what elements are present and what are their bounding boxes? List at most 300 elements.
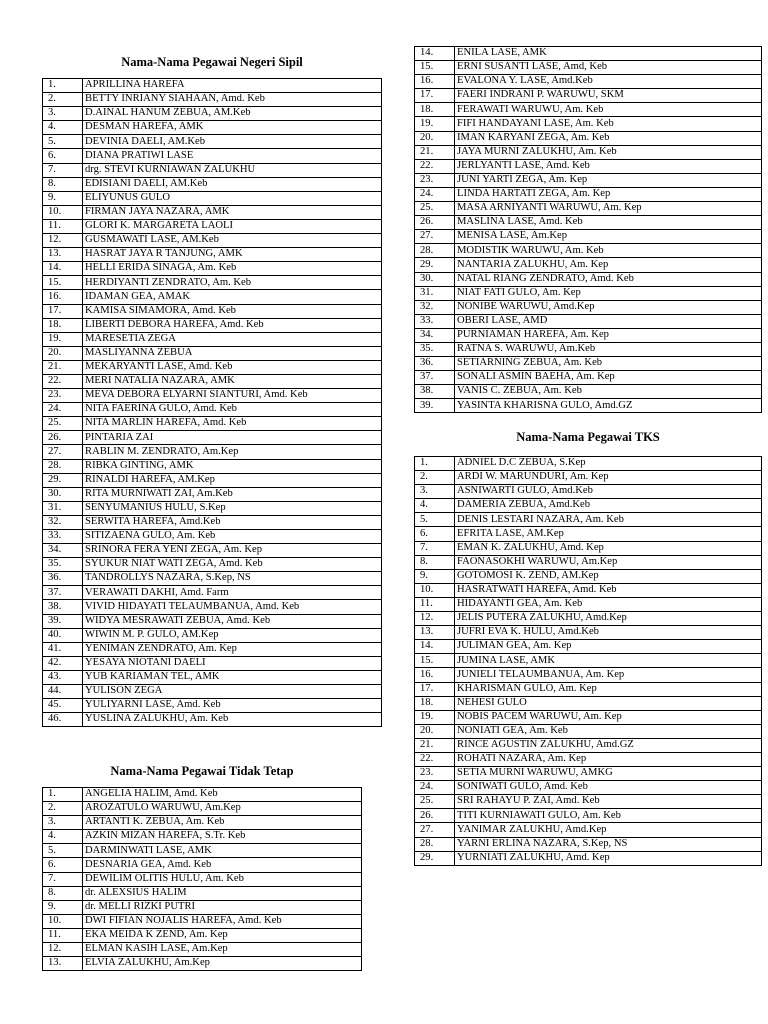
row-number: 13. bbox=[43, 248, 83, 262]
employee-name: MENISA LASE, Am.Kep bbox=[455, 230, 762, 244]
table-row bbox=[415, 696, 762, 710]
table-row bbox=[43, 685, 382, 699]
row-number: 28. bbox=[43, 459, 83, 473]
row-number: 11. bbox=[43, 219, 83, 233]
pns-table bbox=[42, 78, 382, 727]
employee-name: RINALDI HAREFA, AM.Kep bbox=[83, 473, 382, 487]
employee-name: JULIMAN GEA, Am. Kep bbox=[455, 640, 762, 654]
row-number: 9. bbox=[43, 191, 83, 205]
employee-name: AZKIN MIZAN HAREFA, S.Tr. Keb bbox=[83, 830, 362, 844]
table-row bbox=[415, 809, 762, 823]
row-number: 6. bbox=[415, 527, 455, 541]
table-row bbox=[415, 668, 762, 682]
employee-name: YULISON ZEGA bbox=[83, 685, 382, 699]
row-number: 1. bbox=[415, 457, 455, 471]
row-number: 21. bbox=[415, 738, 455, 752]
employee-name: JERLYANTI LASE, Amd. Keb bbox=[455, 159, 762, 173]
row-number: 36. bbox=[43, 572, 83, 586]
row-number: 3. bbox=[43, 107, 83, 121]
employee-name: RINCE AGUSTIN ZALUKHU, Amd.GZ bbox=[455, 738, 762, 752]
employee-name: LIBERTI DEBORA HAREFA, Amd. Keb bbox=[83, 318, 382, 332]
table-row bbox=[415, 457, 762, 471]
employee-name: FAERI INDRANI P. WARUWU, SKM bbox=[455, 89, 762, 103]
table-row bbox=[43, 445, 382, 459]
table-row bbox=[43, 628, 382, 642]
row-number: 30. bbox=[43, 487, 83, 501]
employee-name: SRINORA FERA YENI ZEGA, Am. Kep bbox=[83, 544, 382, 558]
row-number: 22. bbox=[415, 159, 455, 173]
table-row bbox=[43, 403, 382, 417]
row-number: 19. bbox=[415, 710, 455, 724]
table-row bbox=[415, 258, 762, 272]
row-number: 19. bbox=[415, 117, 455, 131]
row-number: 34. bbox=[43, 544, 83, 558]
row-number: 17. bbox=[415, 89, 455, 103]
row-number: 15. bbox=[415, 654, 455, 668]
row-number: 21. bbox=[415, 145, 455, 159]
row-number: 12. bbox=[43, 234, 83, 248]
employee-name: KHARISMAN GULO, Am. Kep bbox=[455, 682, 762, 696]
tks-table bbox=[414, 456, 762, 866]
row-number: 3. bbox=[415, 485, 455, 499]
table-row bbox=[43, 558, 382, 572]
employee-name: ARTANTI K. ZEBUA, Am. Keb bbox=[83, 816, 362, 830]
employee-name: EVALONA Y. LASE, Amd.Keb bbox=[455, 75, 762, 89]
table-row bbox=[415, 145, 762, 159]
employee-name: MEKARYANTI LASE, Amd. Keb bbox=[83, 360, 382, 374]
employee-name: YARNI ERLINA NAZARA, S.Kep, NS bbox=[455, 837, 762, 851]
table-row bbox=[415, 187, 762, 201]
employee-name: DWI FIFIAN NOJALIS HAREFA, Amd. Keb bbox=[83, 914, 362, 928]
row-number: 12. bbox=[415, 612, 455, 626]
row-number: 36. bbox=[415, 357, 455, 371]
employee-name: FERAWATI WARUWU, Am. Keb bbox=[455, 103, 762, 117]
row-number: 13. bbox=[43, 957, 83, 971]
row-number: 11. bbox=[415, 597, 455, 611]
employee-name: EKA MEIDA K ZEND, Am. Kep bbox=[83, 928, 362, 942]
employee-name: PINTARIA ZAI bbox=[83, 431, 382, 445]
row-number: 23. bbox=[43, 389, 83, 403]
table-row bbox=[43, 191, 382, 205]
employee-name: SETIARNING ZEBUA, Am. Keb bbox=[455, 357, 762, 371]
employee-name: dr. MELLI RIZKI PUTRI bbox=[83, 900, 362, 914]
employee-name: LINDA HARTATI ZEGA, Am. Kep bbox=[455, 187, 762, 201]
table-row bbox=[43, 149, 382, 163]
employee-name: drg. STEVI KURNIAWAN ZALUKHU bbox=[83, 163, 382, 177]
table-row bbox=[43, 219, 382, 233]
table-row bbox=[43, 670, 382, 684]
employee-name: BETTY INRIANY SIAHAAN, Amd. Keb bbox=[83, 93, 382, 107]
row-number: 37. bbox=[415, 371, 455, 385]
row-number: 5. bbox=[415, 513, 455, 527]
row-number: 6. bbox=[43, 858, 83, 872]
table-row bbox=[415, 230, 762, 244]
row-number: 28. bbox=[415, 837, 455, 851]
employee-name: YUB KARIAMAN TEL, AMK bbox=[83, 670, 382, 684]
table-row bbox=[43, 816, 362, 830]
row-number: 9. bbox=[415, 569, 455, 583]
employee-name: AROZATULO WARUWU, Am.Kep bbox=[83, 802, 362, 816]
employee-name: JUMINA LASE, AMK bbox=[455, 654, 762, 668]
row-number: 22. bbox=[43, 374, 83, 388]
table-row bbox=[415, 286, 762, 300]
table-row bbox=[415, 314, 762, 328]
employee-name: KAMISA SIMAMORA, Amd. Keb bbox=[83, 304, 382, 318]
table-row bbox=[415, 795, 762, 809]
employee-name: NITA MARLIN HAREFA, Amd. Keb bbox=[83, 417, 382, 431]
employee-name: RATNA S. WARUWU, Am.Keb bbox=[455, 342, 762, 356]
row-number: 24. bbox=[415, 781, 455, 795]
row-number: 27. bbox=[43, 445, 83, 459]
employee-name: MASLINA LASE, Amd. Keb bbox=[455, 216, 762, 230]
table-row bbox=[415, 781, 762, 795]
row-number: 23. bbox=[415, 173, 455, 187]
row-number: 27. bbox=[415, 823, 455, 837]
table-row bbox=[43, 872, 362, 886]
row-number: 4. bbox=[43, 121, 83, 135]
table-row bbox=[43, 93, 382, 107]
row-number: 9. bbox=[43, 900, 83, 914]
row-number: 31. bbox=[43, 501, 83, 515]
table-row bbox=[43, 431, 382, 445]
table-row bbox=[43, 459, 382, 473]
employee-name: MARESETIA ZEGA bbox=[83, 332, 382, 346]
employee-name: NATAL RIANG ZENDRATO, Amd. Keb bbox=[455, 272, 762, 286]
employee-name: SONIWATI GULO, Amd. Keb bbox=[455, 781, 762, 795]
employee-name: IDAMAN GEA, AMAK bbox=[83, 290, 382, 304]
employee-name: GOTOMOSI K. ZEND, AM.Kep bbox=[455, 569, 762, 583]
row-number: 40. bbox=[43, 628, 83, 642]
table-row bbox=[415, 612, 762, 626]
table-row bbox=[415, 75, 762, 89]
table-row bbox=[415, 131, 762, 145]
employee-name: ROHATI NAZARA, Am. Kep bbox=[455, 752, 762, 766]
table-row bbox=[415, 724, 762, 738]
table-row bbox=[43, 586, 382, 600]
row-number: 39. bbox=[43, 614, 83, 628]
employee-name: dr. ALEXSIUS HALIM bbox=[83, 886, 362, 900]
row-number: 17. bbox=[43, 304, 83, 318]
employee-name: SERWITA HAREFA, Amd.Keb bbox=[83, 515, 382, 529]
table-row bbox=[43, 713, 382, 727]
table-row bbox=[415, 61, 762, 75]
row-number: 2. bbox=[43, 802, 83, 816]
table-row bbox=[43, 304, 382, 318]
row-number: 7. bbox=[43, 872, 83, 886]
row-number: 10. bbox=[43, 914, 83, 928]
table-row bbox=[43, 656, 382, 670]
row-number: 25. bbox=[415, 795, 455, 809]
row-number: 12. bbox=[43, 943, 83, 957]
row-number: 15. bbox=[43, 276, 83, 290]
employee-name: ELVIA ZALUKHU, Am.Kep bbox=[83, 957, 362, 971]
row-number: 29. bbox=[415, 851, 455, 865]
row-number: 37. bbox=[43, 586, 83, 600]
employee-name: NIAT FATI GULO, Am. Kep bbox=[455, 286, 762, 300]
employee-name: YUSLINA ZALUKHU, Am. Keb bbox=[83, 713, 382, 727]
table-row bbox=[415, 654, 762, 668]
employee-name: HELLI ERIDA SINAGA, Am. Keb bbox=[83, 262, 382, 276]
row-number: 26. bbox=[415, 809, 455, 823]
table-row bbox=[415, 569, 762, 583]
table-row bbox=[415, 499, 762, 513]
row-number: 10. bbox=[43, 205, 83, 219]
row-number: 8. bbox=[43, 886, 83, 900]
table-row bbox=[43, 346, 382, 360]
table-row bbox=[43, 515, 382, 529]
employee-name: ARDI W. MARUNDURI, Am. Kep bbox=[455, 471, 762, 485]
row-number: 5. bbox=[43, 135, 83, 149]
employee-name: MODISTIK WARUWU, Am. Keb bbox=[455, 244, 762, 258]
employee-name: SONALI ASMIN BAEHA, Am. Kep bbox=[455, 371, 762, 385]
table-row bbox=[43, 914, 362, 928]
table-row bbox=[415, 244, 762, 258]
employee-name: HERDIYANTI ZENDRATO, Am. Keb bbox=[83, 276, 382, 290]
row-number: 8. bbox=[43, 177, 83, 191]
table-row bbox=[43, 830, 362, 844]
row-number: 22. bbox=[415, 752, 455, 766]
employee-name: JELIS PUTERA ZALUKHU, Amd.Kep bbox=[455, 612, 762, 626]
employee-name: RITA MURNIWATI ZAI, Am.Keb bbox=[83, 487, 382, 501]
row-number: 7. bbox=[43, 163, 83, 177]
row-number: 6. bbox=[43, 149, 83, 163]
row-number: 31. bbox=[415, 286, 455, 300]
table-row bbox=[43, 788, 362, 802]
table-row bbox=[43, 487, 382, 501]
table-row bbox=[415, 328, 762, 342]
employee-name: SETIA MURNI WARUWU, AMKG bbox=[455, 767, 762, 781]
tks-title: Nama-Nama Pegawai TKS bbox=[516, 430, 660, 444]
table-row bbox=[43, 248, 382, 262]
row-number: 13. bbox=[415, 626, 455, 640]
table-row bbox=[415, 710, 762, 724]
employee-name: FAONASOKHI WARUWU, Am.Kep bbox=[455, 555, 762, 569]
employee-name: NANTARIA ZALUKHU, Am. Kep bbox=[455, 258, 762, 272]
ptt-table bbox=[42, 787, 362, 971]
row-number: 35. bbox=[43, 558, 83, 572]
employee-name: YASINTA KHARISNA GULO, Amd.GZ bbox=[455, 399, 762, 413]
table-row bbox=[43, 501, 382, 515]
row-number: 4. bbox=[43, 830, 83, 844]
ptt-title: Nama-Nama Pegawai Tidak Tetap bbox=[110, 764, 294, 778]
row-number: 11. bbox=[43, 928, 83, 942]
table-row bbox=[43, 572, 382, 586]
table-row bbox=[43, 121, 382, 135]
row-number: 32. bbox=[415, 300, 455, 314]
ptt-continued-table bbox=[414, 46, 762, 413]
table-row bbox=[43, 135, 382, 149]
row-number: 14. bbox=[43, 262, 83, 276]
row-number: 17. bbox=[415, 682, 455, 696]
employee-name: GUSMAWATI LASE, AM.Keb bbox=[83, 234, 382, 248]
employee-name: DIANA PRATIWI LASE bbox=[83, 149, 382, 163]
row-number: 27. bbox=[415, 230, 455, 244]
employee-name: DARMINWATI LASE, AMK bbox=[83, 844, 362, 858]
table-row bbox=[415, 597, 762, 611]
row-number: 38. bbox=[43, 600, 83, 614]
row-number: 29. bbox=[415, 258, 455, 272]
employee-name: VERAWATI DAKHI, Amd. Farm bbox=[83, 586, 382, 600]
table-row bbox=[43, 844, 362, 858]
row-number: 38. bbox=[415, 385, 455, 399]
row-number: 33. bbox=[415, 314, 455, 328]
table-row bbox=[415, 541, 762, 555]
employee-name: OBERI LASE, AMD bbox=[455, 314, 762, 328]
table-row bbox=[415, 216, 762, 230]
employee-name: MASLIYANNA ZEBUA bbox=[83, 346, 382, 360]
row-number: 2. bbox=[43, 93, 83, 107]
row-number: 42. bbox=[43, 656, 83, 670]
table-row bbox=[415, 513, 762, 527]
employee-name: DEWILIM OLITIS HULU, Am. Keb bbox=[83, 872, 362, 886]
table-row bbox=[415, 89, 762, 103]
employee-name: SENYUMANIUS HULU, S.Kep bbox=[83, 501, 382, 515]
row-number: 25. bbox=[43, 417, 83, 431]
table-row bbox=[43, 614, 382, 628]
table-row bbox=[415, 300, 762, 314]
table-row bbox=[415, 371, 762, 385]
table-row bbox=[415, 47, 762, 61]
row-number: 39. bbox=[415, 399, 455, 413]
row-number: 18. bbox=[415, 103, 455, 117]
row-number: 23. bbox=[415, 767, 455, 781]
table-row bbox=[43, 928, 362, 942]
row-number: 26. bbox=[43, 431, 83, 445]
table-row bbox=[415, 583, 762, 597]
row-number: 30. bbox=[415, 272, 455, 286]
table-row bbox=[415, 272, 762, 286]
row-number: 20. bbox=[43, 346, 83, 360]
employee-name: YENIMAN ZENDRATO, Am. Kep bbox=[83, 642, 382, 656]
table-row bbox=[43, 163, 382, 177]
row-number: 26. bbox=[415, 216, 455, 230]
table-row bbox=[415, 752, 762, 766]
employee-name: IMAN KARYANI ZEGA, Am. Keb bbox=[455, 131, 762, 145]
employee-name: HASRAT JAYA R TANJUNG, AMK bbox=[83, 248, 382, 262]
table-row bbox=[43, 234, 382, 248]
table-row bbox=[415, 173, 762, 187]
table-row bbox=[43, 318, 382, 332]
employee-name: VIVID HIDAYATI TELAUMBANUA, Amd. Keb bbox=[83, 600, 382, 614]
table-row bbox=[43, 177, 382, 191]
employee-name: ENILA LASE, AMK bbox=[455, 47, 762, 61]
table-row bbox=[43, 262, 382, 276]
row-number: 14. bbox=[415, 47, 455, 61]
row-number: 44. bbox=[43, 685, 83, 699]
table-row bbox=[415, 837, 762, 851]
row-number: 24. bbox=[43, 403, 83, 417]
employee-name: ANGELIA HALIM, Amd. Keb bbox=[83, 788, 362, 802]
employee-name: VANIS C. ZEBUA, Am. Keb bbox=[455, 385, 762, 399]
table-row bbox=[43, 360, 382, 374]
row-number: 10. bbox=[415, 583, 455, 597]
table-row bbox=[43, 642, 382, 656]
table-row bbox=[415, 555, 762, 569]
table-row bbox=[43, 957, 362, 971]
row-number: 28. bbox=[415, 244, 455, 258]
row-number: 20. bbox=[415, 724, 455, 738]
employee-name: YULIYARNI LASE, Amd. Keb bbox=[83, 699, 382, 713]
table-row bbox=[415, 385, 762, 399]
employee-name: MEVA DEBORA ELYARNI SIANTURI, Amd. Keb bbox=[83, 389, 382, 403]
employee-name: ELIYUNUS GULO bbox=[83, 191, 382, 205]
row-number: 1. bbox=[43, 79, 83, 93]
table-row bbox=[415, 357, 762, 371]
employee-name: HIDAYANTI GEA, Am. Keb bbox=[455, 597, 762, 611]
row-number: 3. bbox=[43, 816, 83, 830]
employee-name: JAYA MURNI ZALUKHU, Am. Keb bbox=[455, 145, 762, 159]
employee-name: JUNIELI TELAUMBANUA, Am. Kep bbox=[455, 668, 762, 682]
table-row bbox=[43, 886, 362, 900]
employee-name: YURNIATI ZALUKHU, Amd. Kep bbox=[455, 851, 762, 865]
row-number: 4. bbox=[415, 499, 455, 513]
table-row bbox=[415, 471, 762, 485]
row-number: 18. bbox=[415, 696, 455, 710]
employee-name: EDISIANI DAELI, AM.Keb bbox=[83, 177, 382, 191]
row-number: 16. bbox=[415, 668, 455, 682]
employee-name: FIFI HANDAYANI LASE, Am. Keb bbox=[455, 117, 762, 131]
table-row bbox=[43, 699, 382, 713]
employee-name: EFRITA LASE, AM.Kep bbox=[455, 527, 762, 541]
pns-title: Nama-Nama Pegawai Negeri Sipil bbox=[121, 55, 303, 69]
row-number: 34. bbox=[415, 328, 455, 342]
employee-name: NONIBE WARUWU, Amd.Kep bbox=[455, 300, 762, 314]
row-number: 5. bbox=[43, 844, 83, 858]
row-number: 35. bbox=[415, 342, 455, 356]
row-number: 45. bbox=[43, 699, 83, 713]
employee-name: SYUKUR NIAT WATI ZEGA, Amd. Keb bbox=[83, 558, 382, 572]
row-number: 2. bbox=[415, 471, 455, 485]
table-row bbox=[43, 374, 382, 388]
table-row bbox=[43, 389, 382, 403]
table-row bbox=[415, 682, 762, 696]
table-row bbox=[415, 626, 762, 640]
table-row bbox=[43, 107, 382, 121]
row-number: 21. bbox=[43, 360, 83, 374]
row-number: 20. bbox=[415, 131, 455, 145]
table-row bbox=[43, 290, 382, 304]
table-row bbox=[415, 485, 762, 499]
table-row bbox=[415, 159, 762, 173]
employee-name: ASNIWARTI GULO, Amd.Keb bbox=[455, 485, 762, 499]
row-number: 15. bbox=[415, 61, 455, 75]
employee-name: DENIS LESTARI NAZARA, Am. Keb bbox=[455, 513, 762, 527]
row-number: 16. bbox=[415, 75, 455, 89]
table-row bbox=[43, 544, 382, 558]
table-row bbox=[43, 332, 382, 346]
row-number: 19. bbox=[43, 332, 83, 346]
row-number: 41. bbox=[43, 642, 83, 656]
table-row bbox=[415, 202, 762, 216]
table-row bbox=[415, 103, 762, 117]
table-row bbox=[43, 943, 362, 957]
employee-name: TITI KURNIAWATI GULO, Am. Keb bbox=[455, 809, 762, 823]
employee-name: ADNIEL D.C ZEBUA, S.Kep bbox=[455, 457, 762, 471]
employee-name: NONIATI GEA, Am. Keb bbox=[455, 724, 762, 738]
employee-name: ELMAN KASIH LASE, Am.Kep bbox=[83, 943, 362, 957]
employee-name: WIWIN M. P. GULO, AM.Kep bbox=[83, 628, 382, 642]
employee-name: YESAYA NIOTANI DAELI bbox=[83, 656, 382, 670]
employee-name: WIDYA MESRAWATI ZEBUA, Amd. Keb bbox=[83, 614, 382, 628]
employee-name: SITIZAENA GULO, Am. Keb bbox=[83, 530, 382, 544]
table-row bbox=[415, 738, 762, 752]
employee-name: DESMAN HAREFA, AMK bbox=[83, 121, 382, 135]
table-row bbox=[415, 640, 762, 654]
row-number: 24. bbox=[415, 187, 455, 201]
row-number: 14. bbox=[415, 640, 455, 654]
table-row bbox=[415, 527, 762, 541]
employee-name: RIBKA GINTING, AMK bbox=[83, 459, 382, 473]
